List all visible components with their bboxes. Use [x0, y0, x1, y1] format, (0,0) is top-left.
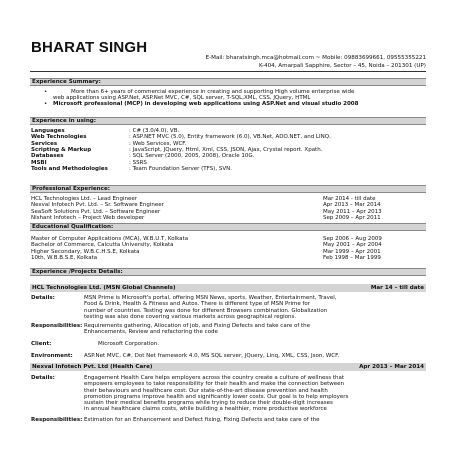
project-2-details-label: Details: — [31, 375, 55, 381]
section-experience-summary: Experience Summary: — [30, 78, 426, 86]
project-2-details-line: promotion programs improve health and significantly lower costs. Our goal is to help employers — [84, 393, 349, 400]
section-professional-experience: Professional Experience: — [30, 185, 426, 193]
summary-bullet-1-line-2-text: web applications using ASP.Net, ASP.Net MVC, C#, SQL server, T-SQL,XML, CSS, JQuery, HTML — [53, 95, 311, 101]
project-1-dates: Mar 14 – till date — [370, 285, 424, 291]
header-divider — [30, 71, 426, 72]
project-2-details-line: their behaviours and healthcare cost. Our state-of-the-art disease prevention and health — [84, 387, 328, 394]
education-degree: Higher Secondary, W.B.C.H.S.E, Kolkata — [31, 248, 140, 255]
skill-value: : SSRS — [129, 159, 147, 166]
contact-email-phone: E-Mail: bharatsingh.mca@hotmail.com ~ Mobile: 09883699661, 09555355221 — [205, 55, 426, 61]
skill-label: Languages — [31, 128, 65, 134]
section-projects-details: Experience /Projects Details: — [30, 268, 426, 276]
bullet-icon: • — [44, 89, 48, 95]
education-degree: Master of Computer Applications (MCA), W.B.U.T, Kolkata — [31, 236, 189, 242]
project-2-details-line: sustain their medical benefits programs while trying to reduce their double-digit increases — [84, 400, 333, 407]
project-1-client: Microsoft Corporation. — [98, 341, 160, 347]
experience-role: Nexval Infotech Pvt. Ltd. – Sr. Software Engineer — [31, 202, 164, 209]
section-educational-qualification: Educational Qualification: — [30, 223, 426, 231]
skill-label: Databases — [31, 153, 64, 160]
summary-bullet-1-line-1: More than 6+ years of commercial experience in creating and supporting High volume enterprise wide — [71, 89, 355, 95]
project-1-resp-line: Requirements gathering, Allocation of job, and Fixing Defects and take care of the — [84, 323, 311, 329]
skill-label: Tools and Methodologies — [31, 165, 108, 172]
skill-label: MSBI — [31, 159, 47, 166]
project-2-dates: Apr 2013 – Mar 2014 — [359, 364, 424, 370]
project-2-details-line: Engagement Health Care helps employers across the country create a culture of wellness that — [84, 375, 344, 381]
experience-role: HCL Technologies Ltd. – Lead Engineer — [31, 196, 138, 202]
education-dates: Feb 1998 – Mar 1999 — [323, 254, 381, 261]
skill-label: Scripting & Markup — [31, 146, 92, 153]
project-2-resp: Estimation for an Enhancement and Defect fixing, Fixing Defects and take care of the — [84, 417, 320, 423]
project-2-details-line: in annual healthcare claims costs, while building a healthier, more productive workforce — [84, 406, 327, 413]
project-2-details-line: empowers employees to take responsibility for their health and make the connection between — [84, 381, 344, 388]
section-experience-in-using: Experience in using: — [30, 117, 426, 125]
skill-label: Web Technologies — [31, 134, 87, 141]
experience-dates: Sep 2009 – Apr 2011 — [323, 214, 381, 221]
project-1-details-line: number of countries. Testing was done for different Browsers combination. Globalization — [84, 307, 328, 314]
skill-label: Services — [31, 140, 58, 147]
experience-role: Nishant Infotech – Project Web developer — [31, 214, 145, 221]
bullet-icon: • — [44, 101, 48, 107]
contact-address: K-404, Amarpali Sapphire, Sector – 45, Noida – 201301 (UP) — [258, 63, 426, 69]
skill-value: : SQL Server (2000, 2005, 2008), Oracle 10G. — [129, 153, 255, 160]
skill-value: : C# (3.0/4.0), VB. — [129, 128, 180, 134]
project-1-details-label: Details: — [31, 295, 55, 301]
project-1-header — [30, 284, 426, 292]
project-1-details-line: testing was also done covering various markets across geographical regions. — [84, 313, 297, 320]
skill-value: : Web Services, WCF. — [129, 140, 187, 147]
project-1-details-line: Food & Drink, Health & Fitness and Autos. There is different type of MSN Prime for — [84, 301, 311, 308]
education-dates: May 2001 – Apr 2004 — [323, 242, 382, 249]
project-1-company: HCL Technologies Ltd. (MSN Global Channels) — [32, 285, 176, 291]
experience-role: SeaSoft Solutions Pvt. Ltd. – Software Engineer — [31, 208, 161, 215]
education-dates: Sep 2006 – Aug 2009 — [323, 236, 382, 242]
project-2-header — [30, 363, 426, 371]
project-1-resp — [84, 323, 426, 336]
project-1-details-line: MSN Prime is Microsoft's portal, offering MSN News, sports, Weather, Entertainment, Travel, — [84, 295, 337, 301]
project-1-resp-label: Responsibilities: — [31, 323, 83, 329]
skill-value: : JavaScript, JQuery, Html, Xml, CSS, JSON, Ajax, Crystal report. Xpath. — [129, 146, 323, 153]
project-1-env: ASP.Net MVC, C#, Dot Net framework 4.0, MS SQL server, JQuery, Linq, XML, CSS, Json, WCF. — [84, 353, 340, 359]
project-2-resp-label: Responsibilities: — [31, 417, 83, 423]
project-2-company: Nexval Infotech Pvt. Ltd (Health Care) — [32, 364, 153, 370]
project-1-resp-line: Enhancements, Review and refactoring the code — [84, 329, 218, 336]
experience-dates: May 2011 – Apr 2013 — [323, 208, 382, 215]
project-1-client-label: Client: — [31, 341, 52, 347]
skill-value: : ASP.NET MVC (5.0), Entity framework (6.0), VB.Net, ADO.NET, and LINQ. — [129, 134, 331, 141]
experience-dates: Apr 2013 – Mar 2014 — [323, 202, 381, 209]
experience-dates: Mar 2014 - till date — [323, 196, 376, 202]
project-2-details — [84, 375, 426, 413]
education-dates: Mar 1999 – Apr 2001 — [323, 248, 381, 255]
summary-bullet-2: Microsoft professional (MCP) in developing web applications using ASP.Net and visual studio 2008 — [53, 101, 359, 107]
project-1-details — [84, 295, 426, 320]
project-1-env-label: Environment: — [31, 353, 73, 359]
skill-value: : Team Foundation Server (TFS), SVN. — [129, 165, 232, 172]
candidate-name: BHARAT SINGH — [31, 39, 148, 56]
education-degree: 10th, W.B.B.S.E, Kolkata — [31, 254, 98, 261]
education-degree: Bachelor of Commerce, Calcutta University, Kolkata — [31, 242, 174, 249]
